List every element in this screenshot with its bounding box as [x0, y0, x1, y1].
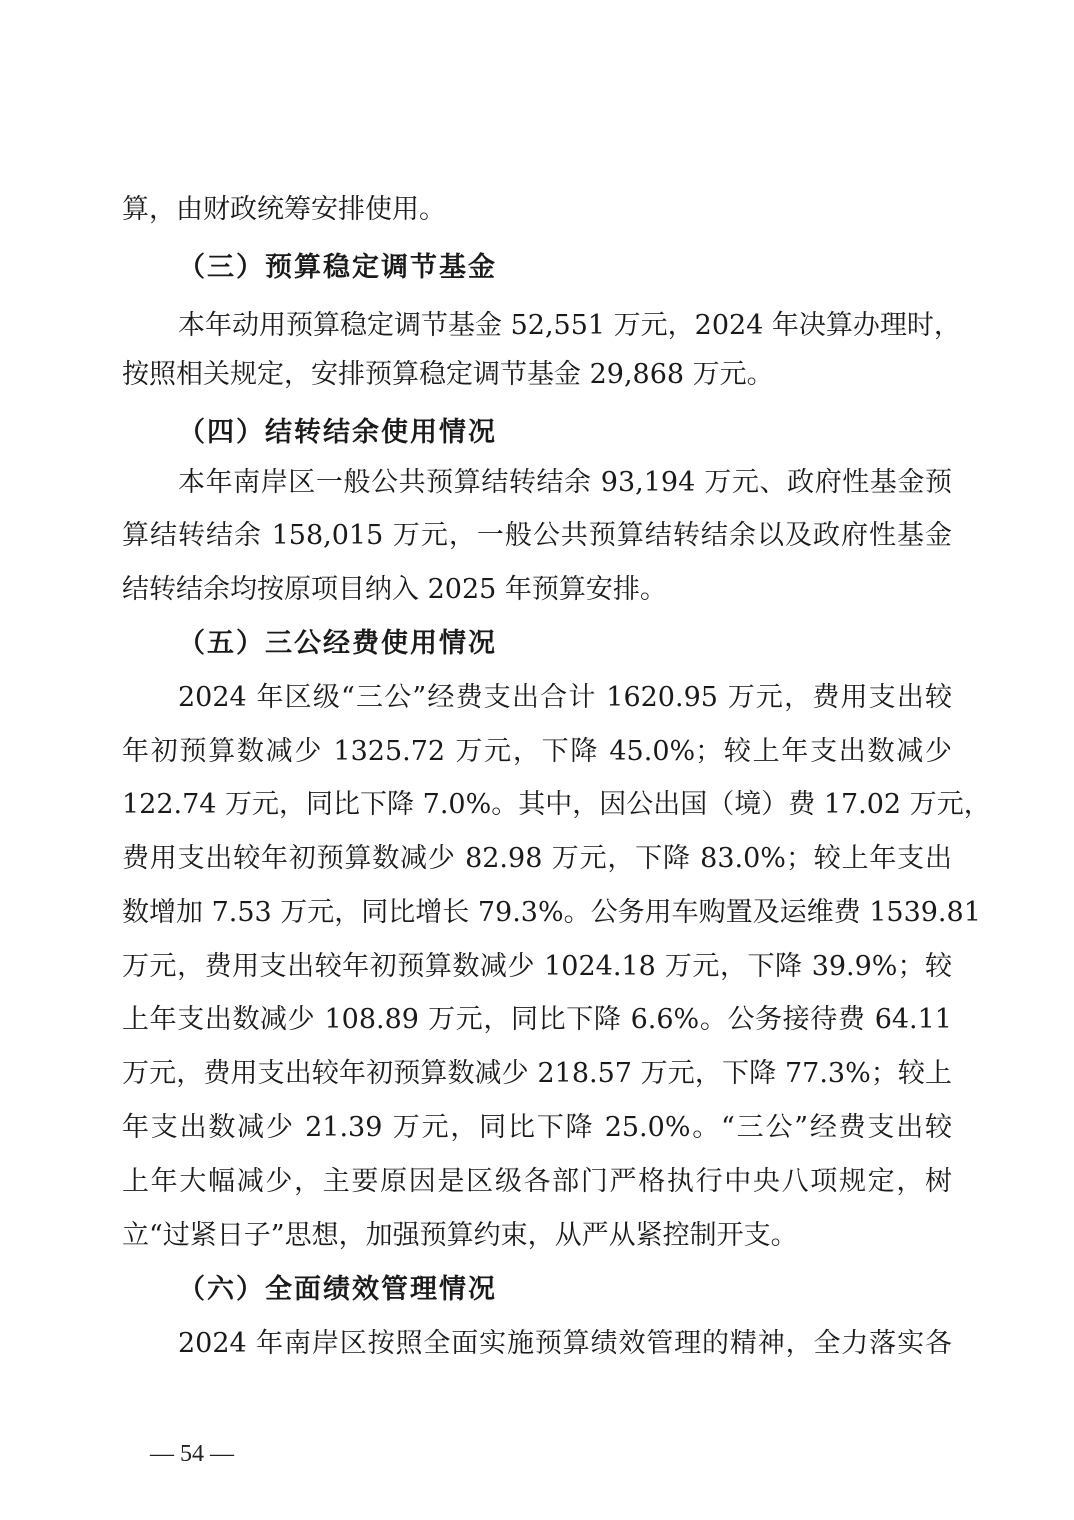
paragraph-line: 2024 年区级“三公”经费支出合计 1620.95 万元，费用支出较 — [178, 682, 952, 713]
paragraph-line: 2024 年南岸区按照全面实施预算绩效管理的精神，全力落实各 — [178, 1328, 952, 1359]
paragraph-line: 万元，费用支出较年初预算数减少 1024.18 万元，下降 39.9%；较 — [122, 951, 952, 982]
paragraph-line: 按照相关规定，安排预算稳定调节基金 29,868 万元。 — [122, 359, 774, 390]
paragraph-line: 上年大幅减少，主要原因是区级各部门严格执行中央八项规定，树 — [122, 1166, 952, 1197]
paragraph-line: 本年南岸区一般公共预算结转结余 93,194 万元、政府性基金预 — [178, 467, 952, 498]
paragraph-line: 算结转结余 158,015 万元，一般公共预算结转结余以及政府性基金 — [122, 520, 952, 551]
section-heading-6: （六）全面绩效管理情况 — [178, 1274, 497, 1305]
paragraph-line: 上年支出数减少 108.89 万元，同比下降 6.6%。公务接待费 64.11 — [122, 1004, 952, 1035]
paragraph-line: 年初预算数减少 1325.72 万元，下降 45.0%；较上年支出数减少 — [122, 736, 952, 767]
paragraph-line: 万元，费用支出较年初预算数减少 218.57 万元，下降 77.3%；较上 — [122, 1058, 952, 1089]
page-number: — 54 — — [150, 1441, 234, 1467]
paragraph-line: 122.74 万元，同比下降 7.0%。其中，因公出国（境）费 17.02 万元， — [122, 789, 991, 820]
paragraph-line: 年支出数减少 21.39 万元，同比下降 25.0%。“三公”经费支出较 — [122, 1112, 952, 1143]
paragraph-line: 立“过紧日子”思想，加强预算约束，从严从紧控制开支。 — [122, 1220, 798, 1251]
paragraph-line: 结转结余均按原项目纳入 2025 年预算安排。 — [122, 574, 667, 605]
section-heading-3: （三）预算稳定调节基金 — [178, 252, 497, 283]
paragraph-line: 数增加 7.53 万元，同比增长 79.3%。公务用车购置及运维费 1539.81 — [122, 897, 981, 928]
paragraph-line: 算，由财政统筹安排使用。 — [122, 194, 446, 225]
section-heading-5: （五）三公经费使用情况 — [178, 628, 497, 659]
paragraph-line: 费用支出较年初预算数减少 82.98 万元，下降 83.0%；较上年支出 — [122, 843, 952, 874]
paragraph-line: 本年动用预算稳定调节基金 52,551 万元，2024 年决算办理时， — [178, 310, 961, 341]
section-heading-4: （四）结转结余使用情况 — [178, 417, 497, 448]
